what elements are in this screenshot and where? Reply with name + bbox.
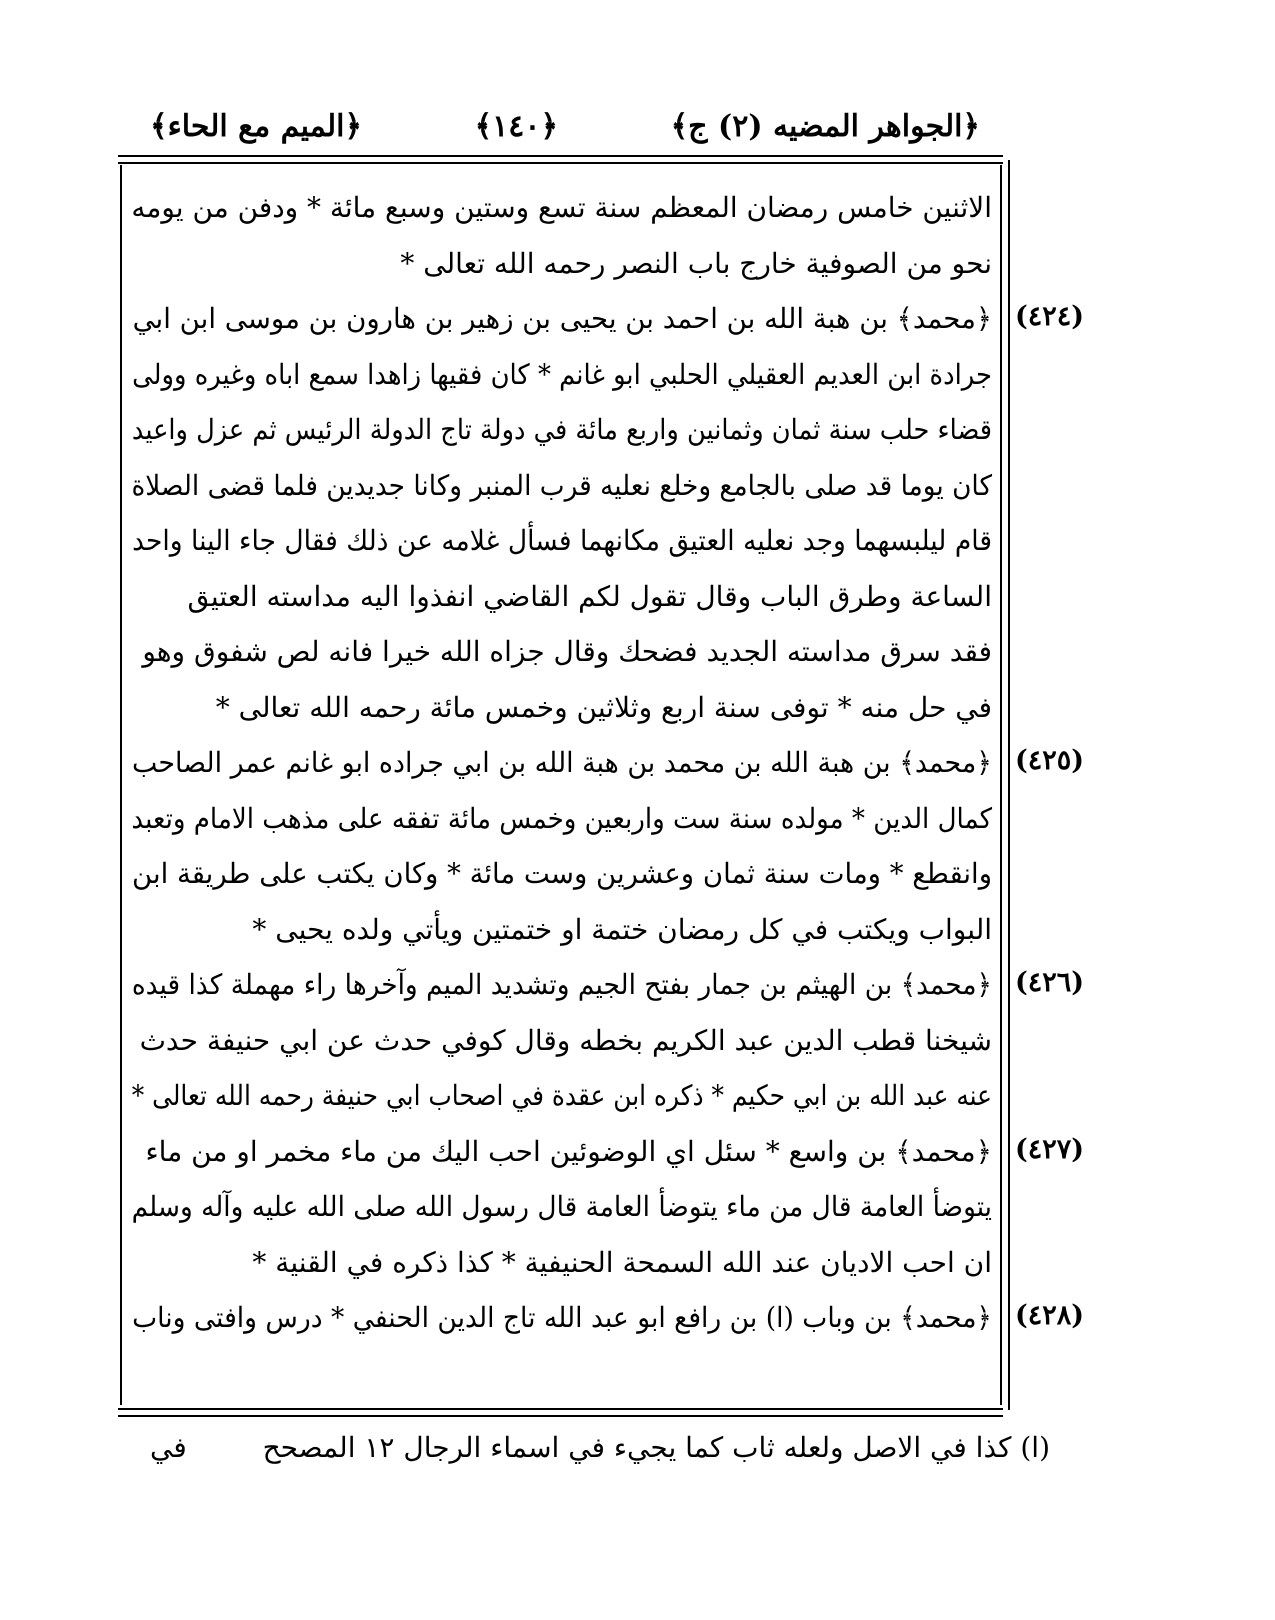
footnote	[150, 1422, 1050, 1472]
body-text	[132, 180, 992, 1346]
text-line: قام ليلبسهما وجد نعليه العتيق مكانهما فسأل غلامه عن ذلك فقال جاء الينا واحد	[132, 524, 992, 557]
text-frame-right-outer	[1008, 160, 1010, 1410]
book-title: ﴿الجواهر المضيه (٢) ج﴾	[670, 108, 980, 144]
text-line: ﴿محمد﴾ بن واسع * سئل اي الوضوئين احب اليك من ماء مخمر او من ماء	[145, 1134, 992, 1168]
entry-number: (٤٢٧)	[1015, 1133, 1085, 1165]
footnote-text: (ا) كذا في الاصل ولعله ثاب كما يجيء في اسماء الرجال ١٢ المصحح	[262, 1430, 1050, 1464]
text-line: كان يوما قد صلى بالجامع وخلع نعليه قرب المنبر وكانا جديدين فلما قضى الصلاة	[131, 468, 992, 502]
text-line: يتوضأ العامة قال من ماء يتوضأ العامة قال رسول الله صلى الله عليه وآله وسلم	[131, 1190, 993, 1223]
text-line: الاثنين خامس رمضان المعظم سنة تسع وستين وسبع مائة * ودفن من يومه	[131, 191, 993, 224]
text-line: وانقطع * ومات سنة ثمان وعشرين وست مائة * وكان يكتب على طريقة ابن	[131, 857, 992, 890]
entry-number: (٤٢٤)	[1015, 301, 1085, 332]
header-rule-top	[118, 155, 1003, 157]
entry-number: (٤٢٨)	[1015, 1300, 1085, 1331]
page-number: ﴿١٤٠﴾	[474, 108, 559, 144]
text-line: عنه عبد الله بن ابي حكيم * ذكره ابن عقدة في اصحاب ابي حنيفة رحمه الله تعالى *	[131, 1079, 992, 1112]
text-line: كمال الدين * مولده سنة ست واربعين وخمس مائة تفقه على مذهب الامام وتعبد	[131, 801, 992, 835]
text-line: فقد سرق مداسته الجديد فضحك وقال جزاه الله خيرا فانه لص شفوق وهو	[142, 635, 992, 668]
text-line: ان احب الاديان عند الله السمحة الحنيفية * كذا ذكره في القنية *	[252, 1245, 992, 1279]
text-frame-right-inner	[1000, 165, 1002, 1405]
entry-number: (٤٢٥)	[1015, 745, 1085, 776]
text-line: جرادة ابن العديم العقيلي الحلبي ابو غانم * كان فقيها زاهدا سمع اباه وغيره وولى	[132, 357, 992, 391]
entry-number: (٤٢٦)	[1015, 967, 1085, 998]
footer-rule-bottom	[118, 1415, 1003, 1417]
text-frame-left	[120, 165, 122, 1405]
section-title: ﴿الميم مع الحاء﴾	[150, 108, 363, 144]
running-head	[150, 100, 980, 152]
text-line: الساعة وطرق الباب وقال تقول لكم القاضي انفذوا اليه مداسته العتيق	[187, 579, 992, 613]
text-line: ﴿محمد﴾ بن هبة الله بن محمد بن هبة الله بن ابي جراده ابو غانم عمر الصاحب	[131, 746, 992, 779]
text-line: نحو من الصوفية خارج باب النصر رحمه الله تعالى *	[400, 246, 992, 280]
footer-rule-top	[118, 1408, 1003, 1410]
text-line: قضاء حلب سنة ثمان وثمانين واربع مائة في دولة تاج الدولة الرئيس ثم عزل واعيد	[131, 413, 992, 446]
text-line: شيخنا قطب الدين عبد الكريم بخطه وقال كوفي حدث عن ابي حنيفة حدث	[139, 1023, 992, 1057]
text-line: ﴿محمد﴾ بن الهيثم بن جمار بفتح الجيم وتشديد الميم وآخرها راء مهملة كذا قيده	[131, 968, 992, 1001]
text-line: في حل منه * توفى سنة اربع وثلاثين وخمس مائة رحمه الله تعالى *	[215, 690, 992, 724]
text-line: ﴿محمد﴾ بن هبة الله بن احمد بن يحيى بن زهير بن هارون بن موسى ابن ابي	[132, 302, 992, 335]
text-line: البواب ويكتب في كل رمضان ختمة او ختمتين ويأتي ولده يحيى *	[252, 912, 992, 946]
text-line: ﴿محمد﴾ بن وباب (ا) بن رافع ابو عبد الله تاج الدين الحنفي * درس وافتى وناب	[132, 1301, 993, 1334]
header-rule-bottom	[118, 162, 1003, 164]
catchword: في	[150, 1430, 187, 1464]
